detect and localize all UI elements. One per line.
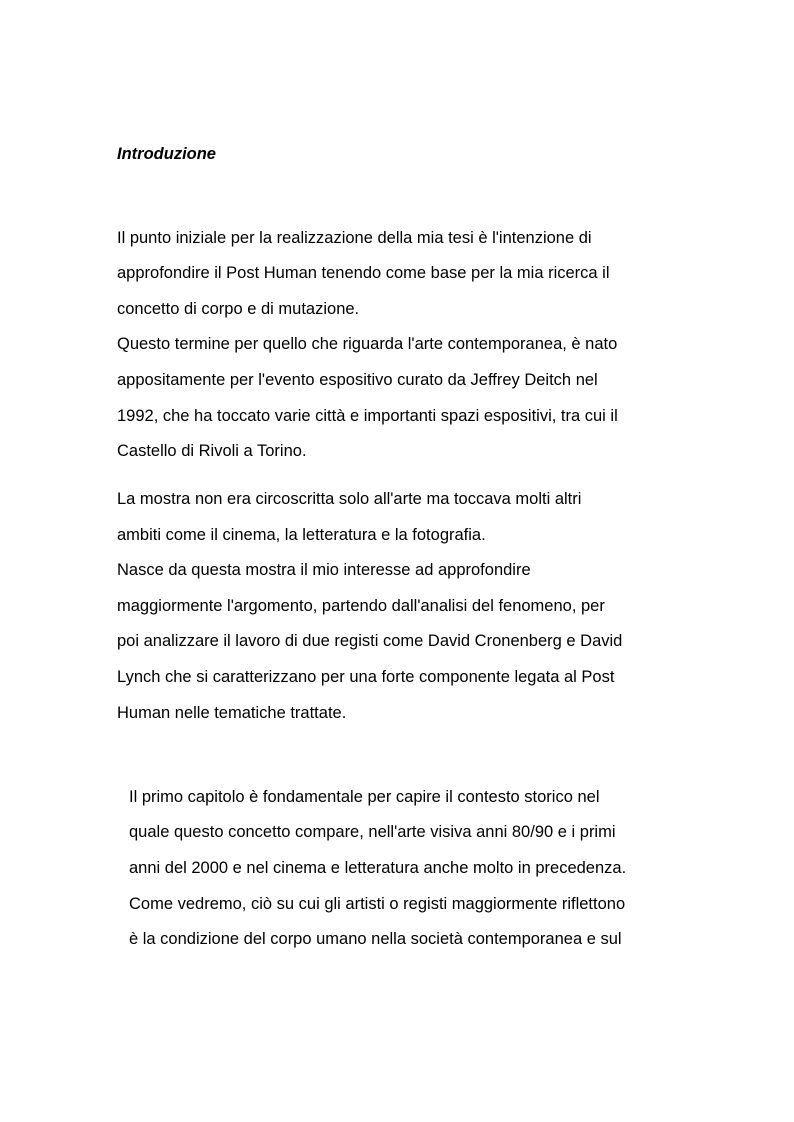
text-line: Questo termine per quello che riguarda l'arte contemporanea, è nato bbox=[117, 335, 618, 353]
text-line: poi analizzare il lavoro di due registi come David Cronenberg e David bbox=[117, 632, 623, 650]
text-line: anni del 2000 e nel cinema e letteratura anche molto in precedenza. bbox=[129, 859, 627, 877]
text-line: Il punto iniziale per la realizzazione della mia tesi è l'intenzione di bbox=[117, 229, 592, 247]
text-line: La mostra non era circoscritta solo all'arte ma toccava molti altri bbox=[117, 490, 582, 508]
text-line: approfondire il Post Human tenendo come base per la mia ricerca il bbox=[117, 264, 610, 282]
text-line: Castello di Rivoli a Torino. bbox=[117, 442, 307, 460]
text-line: è la condizione del corpo umano nella società contemporanea e sul bbox=[129, 930, 622, 948]
text-line: appositamente per l'evento espositivo curato da Jeffrey Deitch nel bbox=[117, 371, 598, 389]
text-line: Human nelle tematiche trattate. bbox=[117, 704, 347, 722]
text-line: concetto di corpo e di mutazione. bbox=[117, 300, 360, 318]
text-line: quale questo concetto compare, nell'arte visiva anni 80/90 e i primi bbox=[129, 823, 616, 841]
text-line: 1992, che ha toccato varie città e importanti spazi espositivi, tra cui il bbox=[117, 407, 618, 425]
section-heading: Introduzione bbox=[117, 145, 216, 163]
text-line: maggiormente l'argomento, partendo dall'analisi del fenomeno, per bbox=[117, 597, 605, 615]
text-line: Nasce da questa mostra il mio interesse ad approfondire bbox=[117, 561, 531, 579]
text-line: Come vedremo, ciò su cui gli artisti o registi maggiormente riflettono bbox=[129, 895, 626, 913]
text-line: ambiti come il cinema, la letteratura e la fotografia. bbox=[117, 526, 486, 544]
text-line: Il primo capitolo è fondamentale per capire il contesto storico nel bbox=[129, 788, 600, 806]
text-line: Lynch che si caratterizzano per una forte componente legata al Post bbox=[117, 668, 615, 686]
